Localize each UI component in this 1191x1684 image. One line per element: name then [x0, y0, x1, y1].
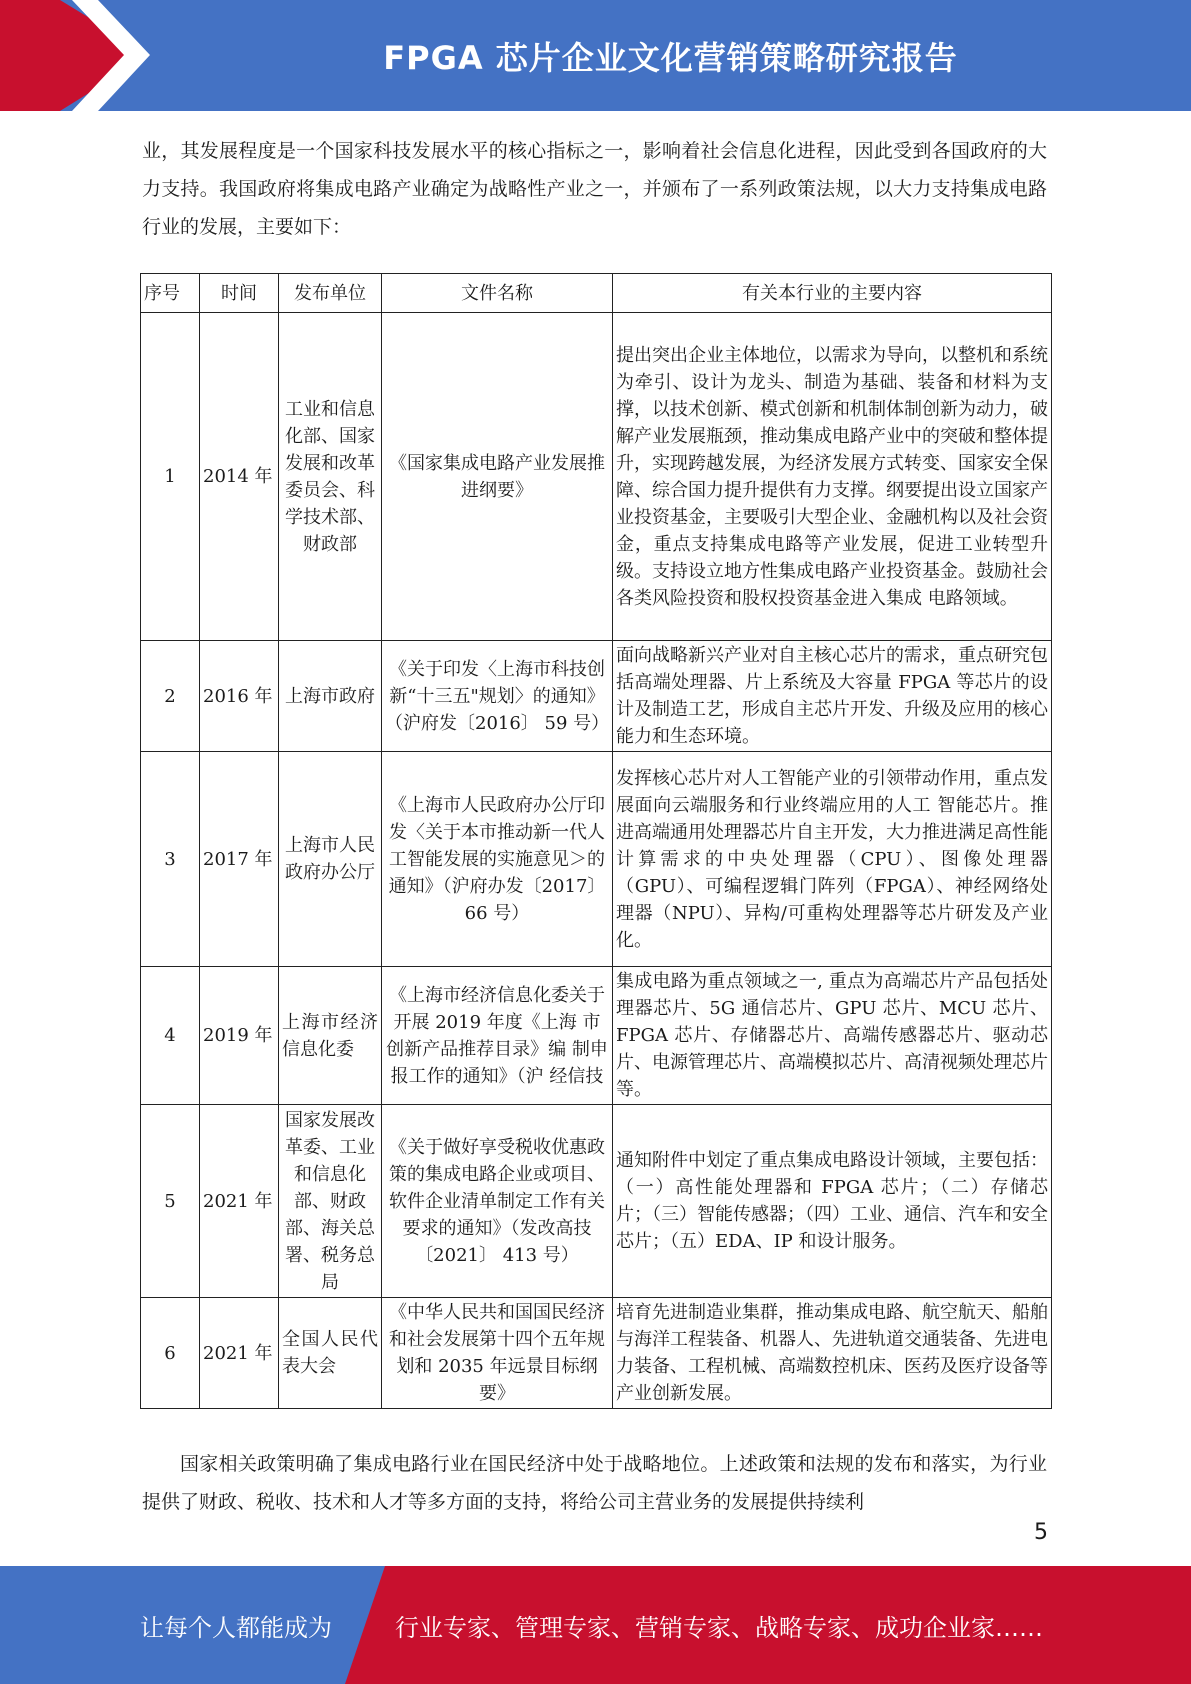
row-content: 发挥核心芯片对人工智能产业的引领带动作用，重点发展面向云端服务和行业终端应用的人工 智能芯片。推进高端通用处理器芯片自主开发，大力推进满足高性能计算需求的中央处理器（CPU）、图像处理器（GPU）、可编程逻辑门阵列（FPGA）、神经网络处理器（NPU）、异构/可重构处理器等芯片研发及产业化。: [613, 752, 1052, 967]
row-issuer: 全国人民代表大会: [279, 1298, 382, 1409]
report-title: FPGA 芯片企业文化营销策略研究报告: [383, 38, 958, 77]
row-year: 2019 年: [200, 967, 279, 1105]
row-content: 培育先进制造业集群，推动集成电路、航空航天、船舶与海洋工程装备、机器人、先进轨道交通装备、先进电力装备、工程机械、高端数控机床、医药及医疗设备等产业创新发展。: [613, 1298, 1052, 1409]
table-row: [141, 1105, 1052, 1298]
row-content: 通知附件中划定了重点集成电路设计领域，主要包括：（一）高性能处理器和 FPGA 芯片；（二）存储芯片；（三）智能传感器；（四）工业、通信、汽车和安全芯片；（五）EDA、IP 和设计服务。: [613, 1105, 1052, 1298]
row-issuer: 上海市经济信息化委: [279, 967, 382, 1105]
row-issuer: 工业和信息化部、国家发展和改革委员会、科学技术部、财政部: [279, 313, 382, 641]
header-time: 时间: [200, 274, 279, 313]
row-issuer: 国家发展改革委、工业和信息化部、财政部、海关总署、税务总局: [279, 1105, 382, 1298]
row-issuer: 上海市政府: [279, 641, 382, 752]
header-document: 文件名称: [382, 274, 613, 313]
footer-slogan-left: 让每个人都能成为: [140, 1613, 332, 1642]
row-document: 《上海市经济信息化委关于开展 2019 年度《上海 市创新产品推荐目录》编 制申报工作的通知》（沪 经信技: [382, 967, 613, 1105]
policy-table: [140, 273, 1052, 1409]
table-row: [141, 1298, 1052, 1409]
row-content: 集成电路为重点领域之一, 重点为高端芯片产品包括处理器芯片、5G 通信芯片、GPU 芯片、MCU 芯片、FPGA 芯片、存储器芯片、高端传感器芯片、驱动芯片、电源管理芯片、高端模拟芯片、高清视频处理芯片等。: [613, 967, 1052, 1105]
header-content: 有关本行业的主要内容: [613, 274, 1052, 313]
header-no: 序号: [141, 274, 200, 313]
page-number: 5: [1034, 1520, 1048, 1545]
row-document: 《上海市人民政府办公厅印发〈关于本市推动新一代人工智能发展的实施意见＞的通知》（沪府办发〔2017〕 66 号）: [382, 752, 613, 967]
header-issuer: 发布单位: [279, 274, 382, 313]
row-no: 1: [141, 313, 200, 641]
row-no: 3: [141, 752, 200, 967]
row-no: 5: [141, 1105, 200, 1298]
row-year: 2017 年: [200, 752, 279, 967]
row-year: 2021 年: [200, 1105, 279, 1298]
page-footer: [0, 1566, 1191, 1684]
row-year: 2016 年: [200, 641, 279, 752]
row-document: 《关于做好享受税收优惠政策的集成电路企业或项目、软件企业清单制定工作有关要求的通知》（发改高技〔2021〕 413 号）: [382, 1105, 613, 1298]
row-content: 面向战略新兴产业对自主核心芯片的需求，重点研究包括高端处理器、片上系统及大容量 FPGA 等芯片的设计及制造工艺，形成自主芯片开发、升级及应用的核心能力和生态环境。: [613, 641, 1052, 752]
row-no: 2: [141, 641, 200, 752]
table-row: [141, 313, 1052, 641]
outro-paragraph: 国家相关政策明确了集成电路行业在国民经济中处于战略地位。上述政策和法规的发布和落实，为行业提供了财政、税收、技术和人才等多方面的支持，将给公司主营业务的发展提供持续利: [142, 1453, 1047, 1513]
table-row: [141, 967, 1052, 1105]
table-header-row: [141, 274, 1052, 313]
row-no: 4: [141, 967, 200, 1105]
row-document: 《中华人民共和国国民经济和社会发展第十四个五年规划和 2035 年远景目标纲要》: [382, 1298, 613, 1409]
row-no: 6: [141, 1298, 200, 1409]
row-year: 2021 年: [200, 1298, 279, 1409]
table-row: [141, 752, 1052, 967]
footer-slogan-right: 行业专家、管理专家、营销专家、战略专家、成功企业家……: [395, 1613, 1043, 1642]
intro-paragraph: 业，其发展程度是一个国家科技发展水平的核心指标之一，影响着社会信息化进程，因此受到各国政府的大力支持。我国政府将集成电路产业确定为战略性产业之一，并颁布了一系列政策法规，以大力支持集成电路行业的发展，主要如下：: [142, 140, 1047, 238]
row-year: 2014 年: [200, 313, 279, 641]
table-row: [141, 641, 1052, 752]
row-issuer: 上海市人民政府办公厅: [279, 752, 382, 967]
row-content: 提出突出企业主体地位，以需求为导向，以整机和系统为牵引、设计为龙头、制造为基础、装备和材料为支撑，以技术创新、模式创新和机制体制创新为动力，破解产业发展瓶颈，推动集成电路产业中的突破和整体提升，实现跨越发展，为经济发展方式转变、国家安全保障、综合国力提升提供有力支撑。纲要提出设立国家产业投资基金，主要吸引大型企业、金融机构以及社会资金，重点支持集成电路等产业发展，促进工业转型升级。支持设立地方性集成电路产业投资基金。鼓励社会各类风险投资和股权投资基金进入集成 电路领域。: [613, 313, 1052, 641]
row-document: 《关于印发〈上海市科技创新“十三五"规划〉的通知》（沪府发〔2016〕 59 号）: [382, 641, 613, 752]
row-document: 《国家集成电路产业发展推进纲要》: [382, 313, 613, 641]
page-header: [0, 0, 1191, 111]
